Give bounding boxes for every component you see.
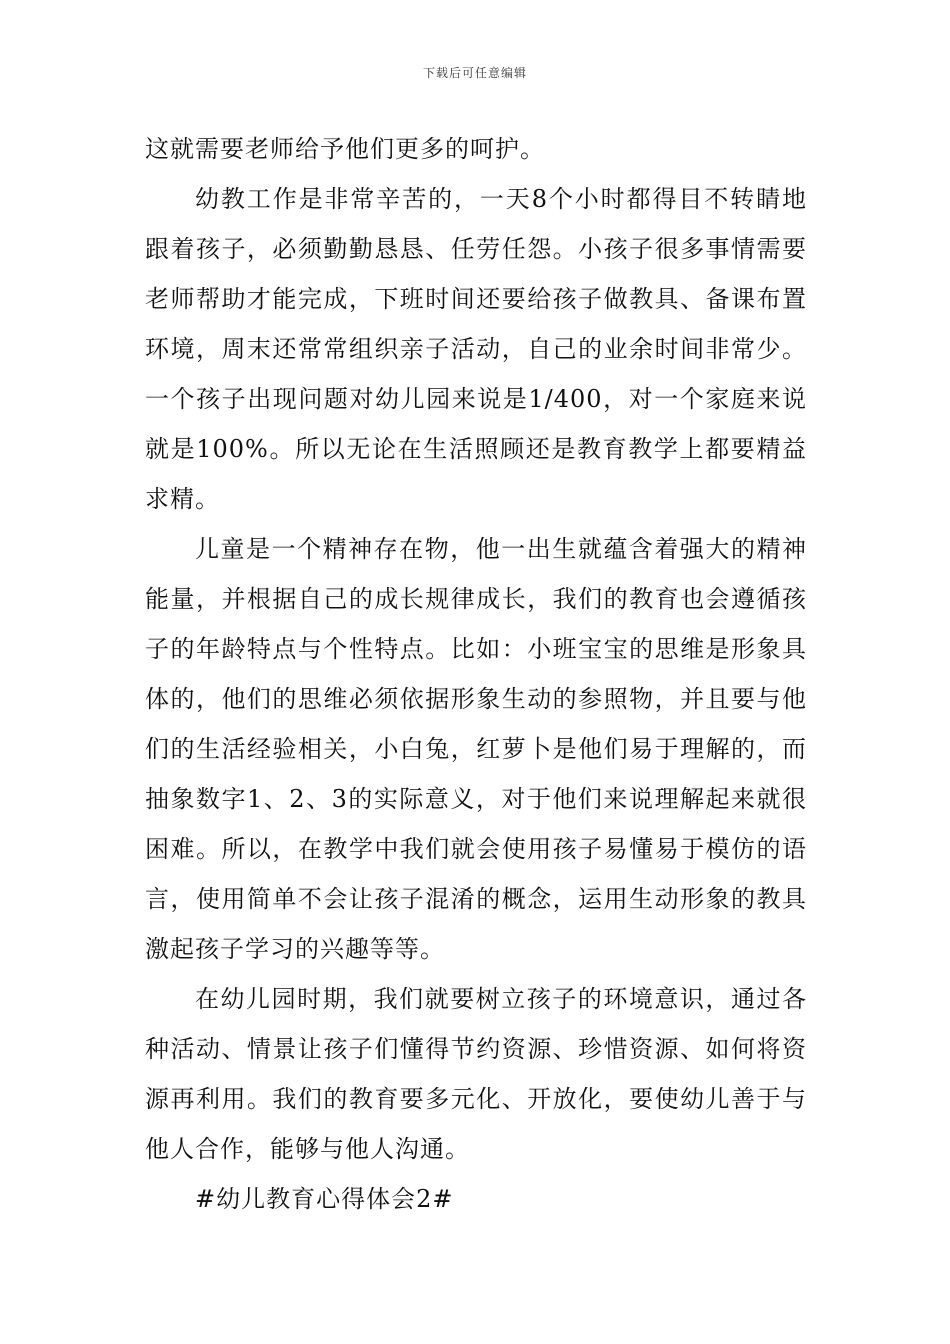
document-body bbox=[145, 124, 807, 1224]
paragraph-work-hardship: 幼教工作是非常辛苦的，一天8个小时都得目不转睛地跟着孩子，必须勤勤恳恳、任劳任怨。小孩子很多事情需要老师帮助才能完成，下班时间还要给孩子做教具、备课布置环境，周末还常常组织亲子活动，自己的业余时间非常少。一个孩子出现问题对幼儿园来说是1/400，对一个家庭来说就是100%。所以无论在生活照顾还是教育教学上都要精益求精。 bbox=[145, 185, 807, 513]
paragraph-environment-awareness: 在幼儿园时期，我们就要树立孩子的环境意识，通过各种活动、情景让孩子们懂得节约资源、珍惜资源、如何将资源再利用。我们的教育要多元化、开放化，要使幼儿善于与他人合作，能够与他人沟通。 bbox=[145, 985, 807, 1163]
section-heading: #幼儿教育心得体会2# bbox=[195, 1185, 454, 1213]
paragraph-continuation: 这就需要老师给予他们更多的呵护。 bbox=[145, 135, 545, 163]
page-header: 下载后可任意编辑 bbox=[422, 66, 527, 80]
paragraph-child-development: 儿童是一个精神存在物，他一出生就蕴含着强大的精神能量，并根据自己的成长规律成长，我们的教育也会遵循孩子的年龄特点与个性特点。比如：小班宝宝的思维是形象具体的，他们的思维必须依据形象生动的参照物，并且要与他们的生活经验相关，小白兔，红萝卜是他们易于理解的，而抽象数字1、2、3的实际意义，对于他们来说理解起来就很困难。所以，在教学中我们就会使用孩子易懂易于模仿的语言，使用简单不会让孩子混淆的概念，运用生动形象的教具激起孩子学习的兴趣等等。 bbox=[145, 535, 807, 963]
